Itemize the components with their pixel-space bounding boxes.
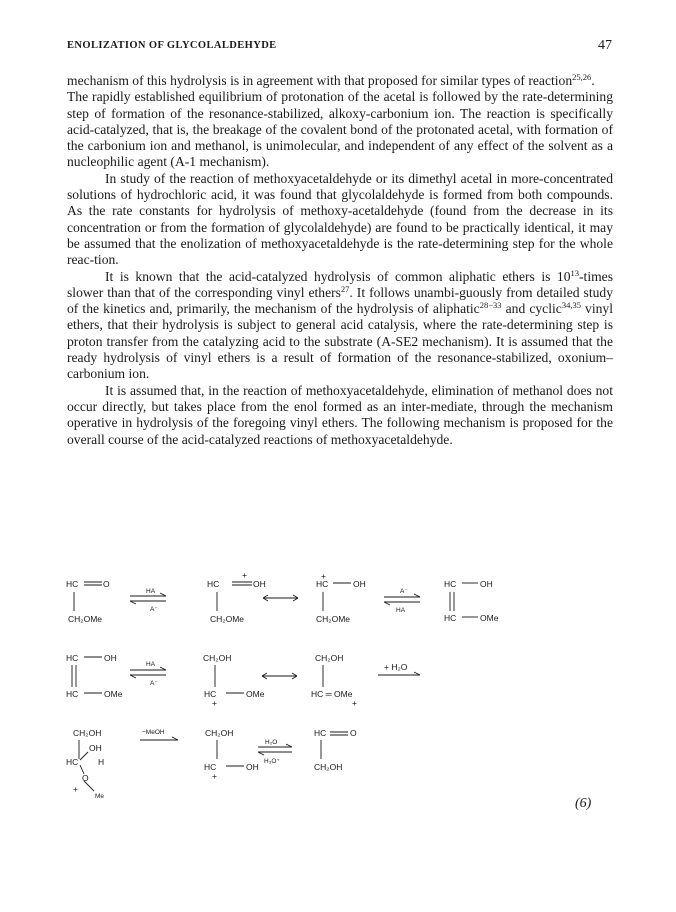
citation-superscript: 13 (570, 267, 580, 278)
citation-superscript: 25,26 (572, 72, 592, 82)
body-paragraph (67, 171, 613, 269)
reaction-scheme-drawing (0, 560, 676, 820)
paragraph-text: -times slower than that of the corresponding vinyl ethers (67, 268, 613, 300)
charge-plus: + (242, 570, 247, 580)
charge-plus: + (321, 571, 326, 581)
reaction-scheme (0, 560, 676, 820)
ome-label: OMe (480, 613, 499, 623)
methyl-label: Me (95, 793, 105, 800)
ome-label: OMe (104, 689, 123, 699)
hc-label: HC (444, 613, 457, 623)
oxygen-label: O (82, 773, 89, 783)
reagent-ha-label: HA (396, 607, 406, 614)
ch2oh-label: CH₂OH (314, 762, 343, 772)
charge-plus: + (212, 771, 217, 781)
body-paragraph (67, 269, 613, 383)
reagent-a-minus-label: A⁻ (150, 680, 158, 687)
paragraph-text: . It follows unambi-guously from detailed study of the kinetics and, primarily, the mechanism of the hydrolysis of aliphatic (67, 284, 613, 317)
citation-superscript: 27 (340, 283, 350, 294)
paragraph-text: . (591, 73, 595, 88)
charge-plus: + (212, 698, 217, 708)
oxygen-label: O (103, 579, 110, 589)
oh-label: OH (246, 762, 259, 772)
hc-label: HC (316, 579, 329, 589)
ch2oh-label: CH₂OH (315, 653, 344, 663)
equation-number: (6) (575, 796, 592, 811)
paragraph-text: It is assumed that, in the reaction of methoxyacetaldehyde, elimination of methanol does not occur directly, but takes place from the enol formed as an inter-mediate, through the mechanism operative in hydrolysis of the foregoing vinyl ethers. The following mechanism is proposed for the overall course of the acid-catalyzed reactions of methoxyacetaldehyde. (67, 382, 613, 447)
oxygen-label: O (350, 728, 357, 738)
page-header (67, 40, 612, 58)
page-number: 47 (598, 38, 612, 53)
ch2ome-label: CH₂OMe (68, 614, 102, 624)
reagent-a-minus-label: A⁻ (150, 606, 158, 613)
body-text (67, 73, 613, 448)
ch2oh-label: CH₂OH (205, 728, 234, 738)
charge-plus: + (73, 784, 78, 794)
paragraph-text: It is known that the acid-catalyzed hydrolysis of common aliphatic ethers is 10 (105, 268, 571, 284)
paragraph-text: vinyl ethers, that their hydrolysis is subject to general acid catalysis, where the rate-determining step is proton transfer from the catalyzing acid to the substrate (A-SE2 mechanism). It is assumed that the ready hydrolysis of vinyl ethers is a result of formation of the resonance-stabilized, oxonium–carbonium ion. (67, 301, 613, 382)
reagent-water-label: H₂O (265, 739, 278, 746)
reagent-minus-methanol-label: −MeOH (142, 729, 165, 736)
hc-double-bond-ome-label: HC ═ OMe (311, 689, 353, 699)
reagent-a-minus-label: A⁻ (400, 588, 408, 595)
hc-label: HC (204, 762, 217, 772)
reagent-hydronium-label: H₃O⁺ (264, 758, 280, 765)
body-paragraph (67, 89, 613, 170)
reagent-ha-label: HA (146, 588, 156, 595)
hc-label: HC (66, 579, 79, 589)
ch2oh-label: CH₂OH (73, 728, 102, 738)
citation-superscript: 28−33 (479, 300, 502, 311)
oh-label: OH (89, 743, 102, 753)
oh-label: OH (253, 579, 266, 589)
citation-superscript: 34,35 (561, 300, 581, 311)
body-paragraph (67, 73, 613, 89)
paragraph-text: The rapidly established equilibrium of protonation of the acetal is followed by the rate-determining step of formation of the resonance-stabilized, alkoxy-carbonium ion. The reaction is specifically acid-catalyzed, that is, the breakage of the covalent bond of the protonated acetal, with formation of the carbonium ion and methanol, is unimolecular, and independent of any effect of the solvent as a nucleophilic agent (A-1 mechanism). (67, 89, 613, 170)
hc-label: HC (444, 579, 457, 589)
oh-label: OH (104, 653, 117, 663)
oh-label: OH (353, 579, 366, 589)
body-paragraph (67, 383, 613, 448)
hc-label: HC (66, 757, 79, 767)
paragraph-text: In study of the reaction of methoxyacetaldehyde or its dimethyl acetal in more-concentrated solutions of hydrochloric acid, it was found that glycolaldehyde is formed from both compounds. As the rate constants for hydrolysis of methoxy-acetaldehyde (found from the decrease in its concentration or from the formation of glycolaldehyde) are found to be practically identical, it may be assumed that the enolization of methoxyacetaldehyde is the rate-determining step for the whole reac-tion. (67, 170, 613, 268)
ch2ome-label: CH₂OMe (316, 614, 350, 624)
paragraph-text: mechanism of this hydrolysis is in agreement with that proposed for similar types of reaction (67, 73, 573, 88)
ch2oh-label: CH₂OH (203, 653, 232, 663)
hc-label: HC (66, 689, 79, 699)
hc-label: HC (66, 653, 79, 663)
reagent-plus-water-label: + H₂O (384, 662, 408, 672)
ome-label: OMe (246, 689, 265, 699)
hc-label: HC (314, 728, 327, 738)
oh-label: OH (480, 579, 493, 589)
running-title: ENOLIZATION OF GLYCOLALDEHYDE (67, 40, 277, 51)
hc-label: HC (207, 579, 220, 589)
reagent-ha-label: HA (146, 661, 156, 668)
charge-plus: + (352, 698, 357, 708)
hc-label: HC (204, 689, 217, 699)
ch2ome-label: CH₂OMe (210, 614, 244, 624)
hydrogen-label: H (98, 757, 105, 767)
paragraph-text: and cyclic (501, 301, 562, 317)
